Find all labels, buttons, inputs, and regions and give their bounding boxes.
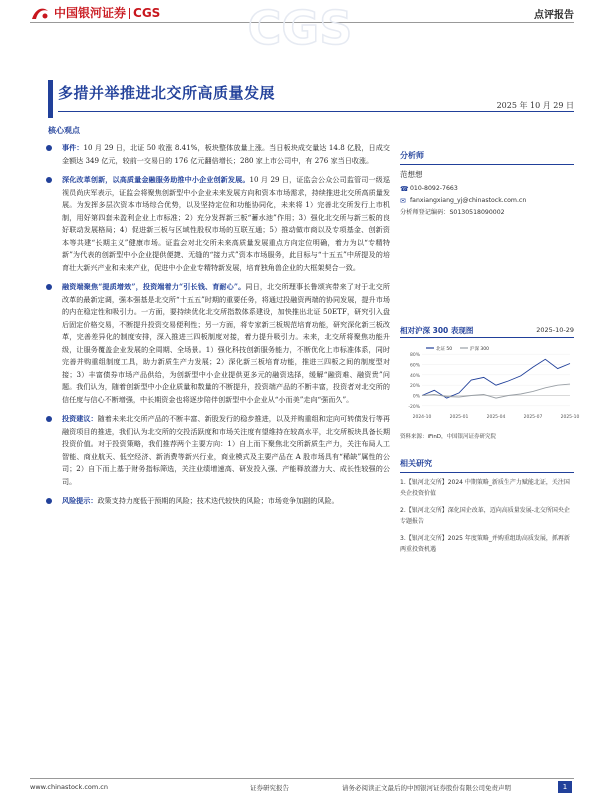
y-tick-label: 0% bbox=[412, 394, 420, 400]
phone-icon: ☎ bbox=[400, 185, 409, 193]
bullet-icon bbox=[46, 145, 52, 151]
section-text: 10 月 29 日，北证 50 收涨 8.41%，板块整体放量上涨。当日板块成交量达 14.8 亿股，日成交金额达 349 亿元，较前一交易日的 176 亿元翻倍增长；280 家上市公司中，有 276 家当日收涨。 bbox=[62, 143, 391, 165]
section-reform bbox=[40, 174, 390, 274]
chart-date: 2025-10-29 bbox=[536, 326, 574, 334]
section-event bbox=[40, 142, 390, 167]
section-keyword: 投资建议： bbox=[62, 414, 98, 423]
x-tick-label: 2025-07 bbox=[523, 415, 543, 420]
logo-text: 中国银河证券 CGS bbox=[54, 6, 161, 20]
svg-text:CGS: CGS bbox=[247, 1, 353, 55]
title-underline bbox=[58, 111, 574, 112]
section-financing bbox=[40, 281, 390, 406]
analyst-name: 范想想 bbox=[400, 170, 423, 179]
related-item[interactable]: 1.【银河北交所】2024 中期策略_新质生产力赋能北证，关注国央企投资价值 bbox=[400, 479, 570, 497]
section-text: 随着未来北交所产品的不断丰富、新股发行的稳步推进，以及并购重组和定向可转债发行等再融资项目的推进，我们认为北交所的交投活跃度和市场关注度有望维持在较高水平，北交所板块具备长期投资价值。对于投资策略，我们推荐两个主要方向：1）自上而下聚焦北交所新质生产力，关注布局人工智能、商业航天、低空经济、新消费等新兴行业，商业模式及主要产品在 A 股市场具有“稀缺”属性的公司；2）自下而上基于财务指标筛选，关注业绩增速高、研发投入强、产能释放潜力大、成长性较强的公司。 bbox=[62, 414, 390, 486]
footer-center: 证券研究报告 bbox=[250, 784, 289, 792]
section-risk bbox=[40, 495, 390, 508]
page-number: 1 bbox=[558, 781, 572, 793]
bullet-icon bbox=[46, 284, 52, 290]
y-tick-label: 40% bbox=[409, 373, 420, 379]
analyst-cert: 分析师登记编码：S0130518090002 bbox=[400, 209, 505, 216]
series-line-bz50 bbox=[422, 359, 570, 398]
title-accent-bar bbox=[48, 80, 53, 118]
footer-disclaimer: 请务必阅读正文最后的中国银河证券股份有限公司免责声明 bbox=[342, 784, 511, 792]
related-item[interactable]: 3.【银河北交所】2025 年度策略_并购重组助高质发展，抓再新两重投资机遇 bbox=[400, 535, 570, 553]
logo-icon bbox=[30, 5, 50, 21]
x-tick-label: 2025-04 bbox=[486, 415, 506, 420]
chart-source: 资料来源：iFinD，中国银河证券研究院 bbox=[400, 434, 497, 440]
section-investment bbox=[40, 413, 390, 488]
section-text: 政策支持力度低于预期的风险；技术迭代较快的风险；市场竞争加剧的风险。 bbox=[97, 496, 339, 505]
email-icon: ✉ bbox=[400, 197, 406, 205]
analyst-heading: 分析师 bbox=[400, 150, 574, 165]
y-tick-label: 60% bbox=[409, 363, 420, 369]
company-logo bbox=[30, 4, 160, 21]
legend-label: 北证 50 bbox=[436, 347, 453, 352]
main-content bbox=[40, 142, 390, 515]
footer-website[interactable]: www.chinastock.com.cn bbox=[30, 783, 108, 791]
section-text: 同日，北交所理事长鲁颂宾带来了对于北交所改革的最新定调，强本强基是北交所“十五五”时期的重要任务，将通过投融资两端的协同发展，提升市场的内在稳定性和吸引力。一方面，要持续优化北交所指数体系建设，加快推出北证 50ETF，研究引入盘后固定价格交易，不断提升投资交易便利性；另一方面，将专家新三板规范培育功能，研究深化新三板改革，完善差异化的制度安排，深入推进三四板制度对接，着力提升吸引力。未来，北交所将聚焦功能升级，让服务覆盖企业发展的全周期、全场景。1）强化科技创新服务能力，不断优化上市标准体系，同时完善并购重组制度工具，助力新质生产力发展；2）深化新三板培育功能，推进三四板之间的制度型对接；3）丰富债券市场产品供给，为创新型中小企业提供更多元的融资选择，缓解“融资难、融资贵”问题。我们认为，随着创新型中小企业质量和数量的不断提升，投资端产品的不断丰富，投资者对北交所的信任度与信心不断增强，中长期资金也将逐步陪伴创新型中小企业从“小而美”走向“强而久”。 bbox=[62, 282, 390, 404]
performance-chart bbox=[400, 343, 580, 423]
x-tick-label: 2025-01 bbox=[449, 415, 469, 420]
watermark-icon bbox=[220, 0, 380, 60]
chart-title: 相对沪深 300 表现图 bbox=[400, 326, 474, 335]
legend-label: 沪深 300 bbox=[470, 347, 490, 352]
y-tick-label: 20% bbox=[409, 384, 420, 390]
report-type-label: 点评报告 bbox=[534, 10, 574, 21]
report-date: 2025 年 10 月 29 日 bbox=[496, 101, 574, 110]
page-title: 多措并举推进北交所高质量发展 bbox=[58, 84, 276, 102]
bullet-icon bbox=[46, 498, 52, 504]
analyst-phone: ☎ 010-8092-7663 bbox=[400, 185, 458, 193]
x-tick-label: 2024-10 bbox=[412, 415, 432, 420]
y-tick-label: 80% bbox=[409, 353, 420, 359]
section-keyword: 事件： bbox=[62, 143, 84, 152]
section-keyword: 风险提示： bbox=[62, 496, 98, 505]
core-viewpoint-label: 核心观点 bbox=[48, 125, 80, 135]
analyst-email[interactable]: ✉ fanxiangxiang_yj@chinastock.com.cn bbox=[400, 197, 527, 205]
section-keyword: 深化改革创新，以高质量金融服务助推中小企业创新发展。 bbox=[62, 175, 250, 184]
analyst-panel bbox=[400, 150, 574, 219]
series-line-hs300 bbox=[422, 384, 570, 398]
related-heading: 相关研究 bbox=[400, 458, 574, 473]
bullet-icon bbox=[46, 177, 52, 183]
related-item[interactable]: 2.【银河北交所】深化国企改革，迈向高质量发展-北交所国央企专题报告 bbox=[400, 507, 570, 525]
section-text: 10 月 29 日，证监会公众公司监管司一级巡视员尚庆军表示，证监会将聚焦创新型中小企业未来发展方向和资本市场需求，持续推进北交所高质量发展。为发挥多层次资本市场综合优势，以及坚持定位和功能协同化，未来将 1）完善北交所发行上市机制，用好第四套未盈利企业上市标准；2）充分发挥新三板“蓄水池”作用；3）强化北交所与新三板的良好联动发展格局；4）促进新三板与区域性股权市场的互联互通；5）推动做市商以及专项基金、创新资本等共建“长期主义”健康市场。证监会对北交所未来高质量发展重点方向定位明确，着力为以“专精特新”为代表的创新型中小企业提供便捷、无缝的“接力式”资本市场服务，此目标与“十五五”中所提及的培育壮大新兴产业和未来产业，促进中小企业专精特新发展，培育独角兽企业的大框架契合一致。 bbox=[62, 175, 390, 272]
chart-header bbox=[400, 325, 574, 338]
y-tick-label: -20% bbox=[408, 404, 420, 410]
related-list bbox=[400, 478, 574, 562]
section-keyword: 融资端聚焦“提质增效”，投资端着力“引长钱、育耐心”。 bbox=[62, 282, 246, 291]
footer-divider bbox=[30, 778, 574, 779]
x-tick-label: 2025-10 bbox=[560, 415, 580, 420]
bullet-icon bbox=[46, 416, 52, 422]
